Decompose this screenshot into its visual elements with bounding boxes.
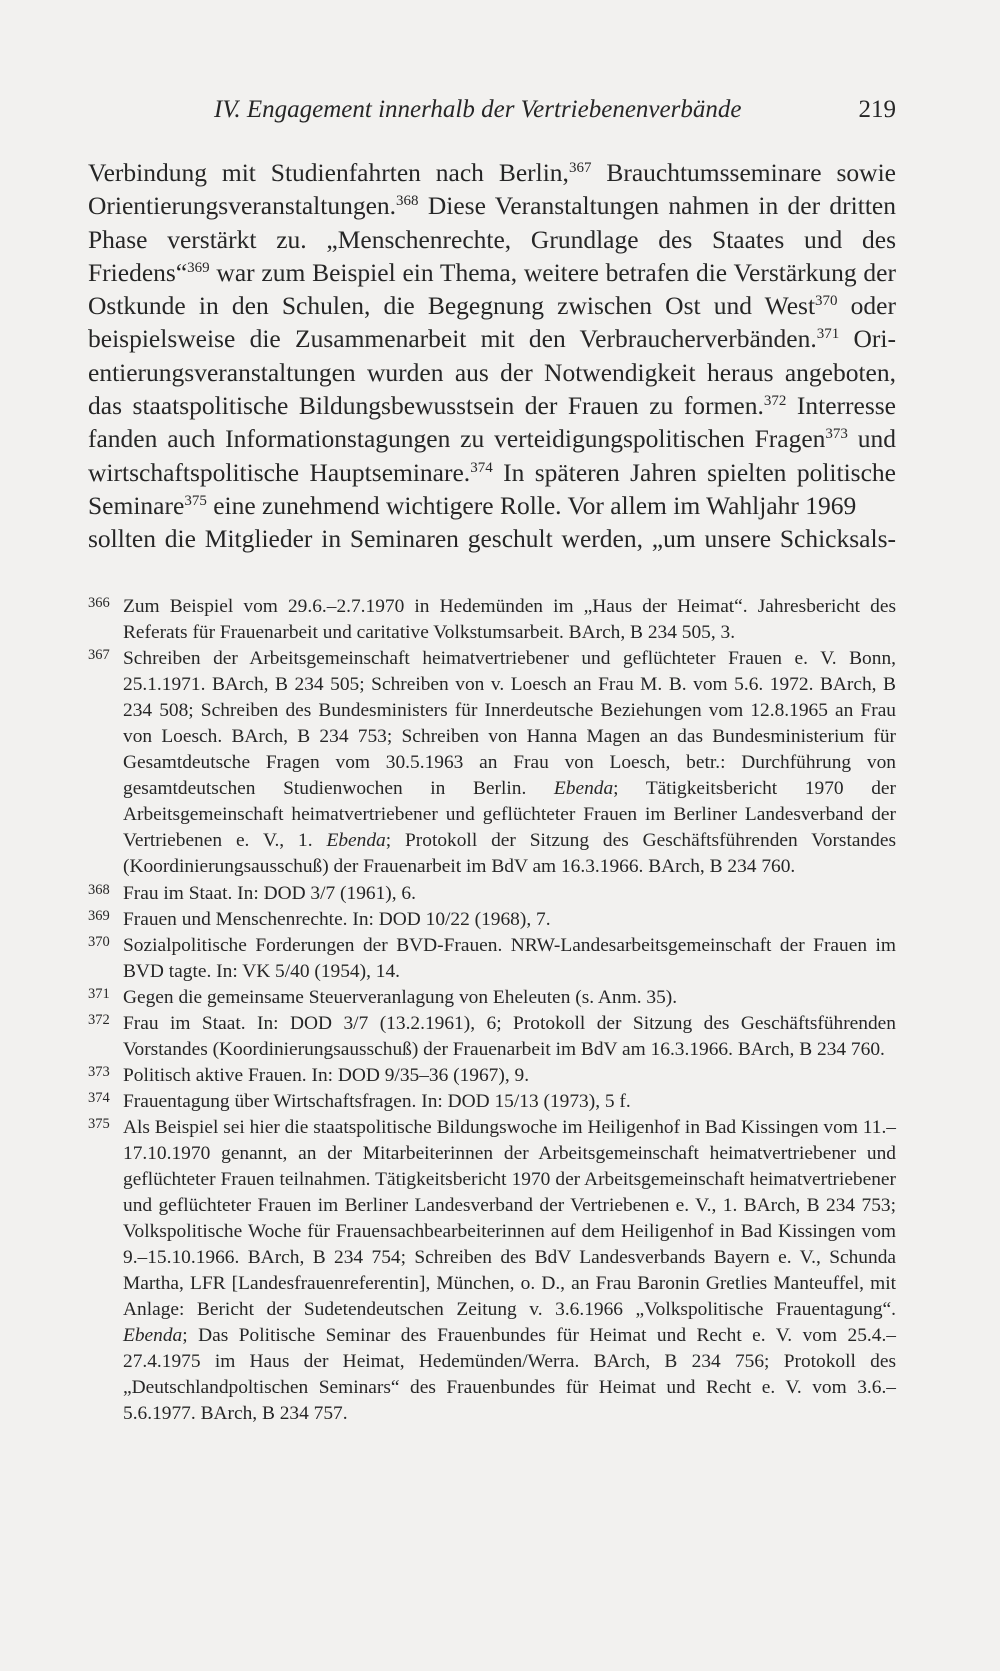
footnote-number: 371 [88,985,110,1002]
footnote-number: 372 [88,1011,110,1028]
text-run: war zum Beispiel ein Thema, weitere betrafen die Verstärkung der Ostkunde in den Schulen, die Begegnung zwischen Ost und West [88,257,896,321]
text-run: In späteren Jahren spielten politische Seminare [88,457,896,520]
text-run: Verbindung mit Studienfahrten nach Berlin, [88,158,569,187]
footnote-ref-370[interactable]: 370 [815,293,838,310]
footnote-text: Schreiben der Arbeitsgemeinschaft heimatvertriebener und geflüchteter Frauen e. V. Bonn, 25.1.1971. BArch, B 234 505; Schreiben von v. Loesch an Frau M. B. vom 5.6. 1972. BArch, B 234 508; Schreiben des Bundesministers für Innerdeutsche Beziehungen vom 12.8.1965 an Frau von Loesch. BArch, B 234 753; Schreiben von Hanna Magen an das Bundesministerium für Gesamtdeutsche Fragen vom 30.5.1963 an Frau von Loesch, betr.: Durchführung von gesamtdeutschen Studienwochen in Berlin. [123,648,896,800]
footnote-number: 373 [88,1063,110,1080]
ebenda-ref: Ebenda [553,778,614,800]
footnote-ref-372[interactable]: 372 [763,393,787,410]
footnote-number: 370 [88,933,110,950]
footnote-text: ; Das Politische Seminar des Frauenbundes für Heimat und Recht e. V. vom 25.4.–27.4.1975 im Haus der Heimat, Hedemünden/Werra. BArch, B 234 756; Protokoll des „Deutschlandpoltischen Seminars“ des Frauenbundes für Heimat und Recht e. V. vom 3.6.–5.6.1977. BArch, B 234 757. [123,1325,896,1425]
footnote-text: Als Beispiel sei hier die staatspolitische Bildungswoche im Heiligenhof in Bad Kissingen vom 11.–17.10.1970 genannt, an der Mitarbeiterinnen der Arbeitsgemeinschaft heimatvertriebener und geflüchteter Frauen teilnahmen. Tätigkeitsbericht 1970 der Arbeitsgemeinschaft heimatvertriebener und geflüchteter Frauen im Berliner Landesverband der Vertriebenen e. V., 1. BArch, B 234 753; Volkspolitische Woche für Frauensachbearbeiterinnen auf dem Heiligenhof in Bad Kissingen vom 9.–15.10.1966. BArch, B 234 754; Schreiben des BdV Landesverbands Bayern e. V., Schunda Martha, LFR [Landesfrauenreferentin], München, o. D., an Frau Baronin Gretlies Manteuffel, mit Anlage: Bericht der Sudetendeutschen Zeitung v. 3.6.1966 „Volkspolitische Frauentagung“. [123,1116,896,1321]
footnote-text: Frau im Staat. In: DOD 3/7 (1961), 6. [123,882,416,904]
footnote-number: 374 [88,1089,110,1106]
main-text [88,156,896,556]
footnote-371 [88,985,896,1011]
footnote-number: 369 [88,907,110,924]
footnote-ref-375[interactable]: 375 [184,492,207,509]
text-run: Brauchtumsseminare sowie Orientierungsveranstaltungen. [88,158,896,221]
footnote-ref-368[interactable]: 368 [396,193,419,210]
ebenda-ref: Ebenda [123,1325,183,1347]
running-header [88,96,896,132]
footnote-text: Gegen die gemeinsame Steuerveranlagung von Eheleuten (s. Anm. 35). [123,986,678,1008]
footnote-372 [88,1011,896,1063]
footnote-text: Frauen und Menschenrechte. In: DOD 10/22 (1968), 7. [123,908,551,930]
text-run: und wirtschaftspolitische Hauptseminare. [88,424,896,487]
footnote-text: Politisch aktive Frauen. In: DOD 9/35–36 (1967), 9. [123,1064,530,1086]
footnote-367 [88,646,896,880]
footnote-368 [88,881,896,907]
footnote-text: ; Protokoll der Sitzung des Geschäftsführenden Vorstandes (Koordinierungsausschuß) der Frauenarbeit im BdV am 16.3.1966. BArch, B 234 760. [123,830,896,878]
main-paragraph [88,156,896,522]
footnote-number: 366 [88,595,110,611]
main-paragraph-last-line: sollten die Mitglieder in Seminaren geschult werden, „um unsere Schicksals- [88,524,896,554]
footnote-ref-367[interactable]: 367 [568,160,592,176]
footnote-number: 367 [88,647,110,664]
footnote-ref-373[interactable]: 373 [825,426,848,443]
chapter-title: IV. Engagement innerhalb der Vertriebenenverbände [214,96,742,123]
footnote-text: Frau im Staat. In: DOD 3/7 (13.2.1961), 6; Protokoll der Sitzung des Geschäftsführenden Vorstandes (Koordinierungsausschuß) der Frauenarbeit im BdV am 16.3.1966. BArch, B 234 760. [123,1012,896,1060]
footnote-text: Zum Beispiel vom 29.6.–2.7.1970 in Hedemünden im „Haus der Heimat“. Jahresbericht des Referats für Frauenarbeit und caritative Volkstumsarbeit. BArch, B 234 505, 3. [123,596,896,644]
footnote-number: 368 [88,881,110,898]
footnote-370 [88,933,896,985]
footnote-366 [88,594,896,646]
ebenda-ref: Ebenda [326,830,386,852]
footnote-text: ; Tätigkeitsbericht 1970 der Arbeitsgemeinschaft heimatvertriebener und geflüchteter Frauen im Berliner Landesverband der Vertriebenen e. V., 1. [123,778,896,852]
page-number: 219 [858,96,896,123]
text-run: oder beispielsweise die Zusammenarbeit mit den Verbraucherverbänden. [88,291,896,354]
footnote-number: 375 [88,1115,110,1132]
footnote-text: Sozialpolitische Forderungen der BVD-Frauen. NRW-Landesarbeitsgemeinschaft der Frauen im BVD tagte. In: VK 5/40 (1954), 14. [123,934,896,982]
text-run: eine zunehmend wichtigere Rolle. Vor allem im Wahljahr 1969 [206,490,857,520]
footnote-text: Frauentagung über Wirtschaftsfragen. In: DOD 15/13 (1973), 5 f. [123,1090,631,1112]
footnote-ref-374[interactable]: 374 [470,459,493,476]
text-run: Diese Veranstaltungen nahmen in der dritten Phase verstärkt zu. „Menschenrechte, Grundlage des Staates und des Friedens“ [88,191,896,287]
text-run: Orientierungsveranstaltungen wurden aus der Notwendigkeit heraus angeboten, das staatspolitische Bildungsbewusstsein der Frauen zu formen. [88,324,896,421]
footnote-374 [88,1089,896,1115]
footnotes [88,594,896,1428]
footnote-373 [88,1063,896,1089]
footnote-375 [88,1115,896,1428]
footnote-369 [88,907,896,933]
footnote-ref-369[interactable]: 369 [187,259,210,276]
footnote-ref-371[interactable]: 371 [816,326,840,343]
text-run: Interresse fanden auch Informationstagungen zu verteidigungspolitischen Fragen [88,391,896,454]
